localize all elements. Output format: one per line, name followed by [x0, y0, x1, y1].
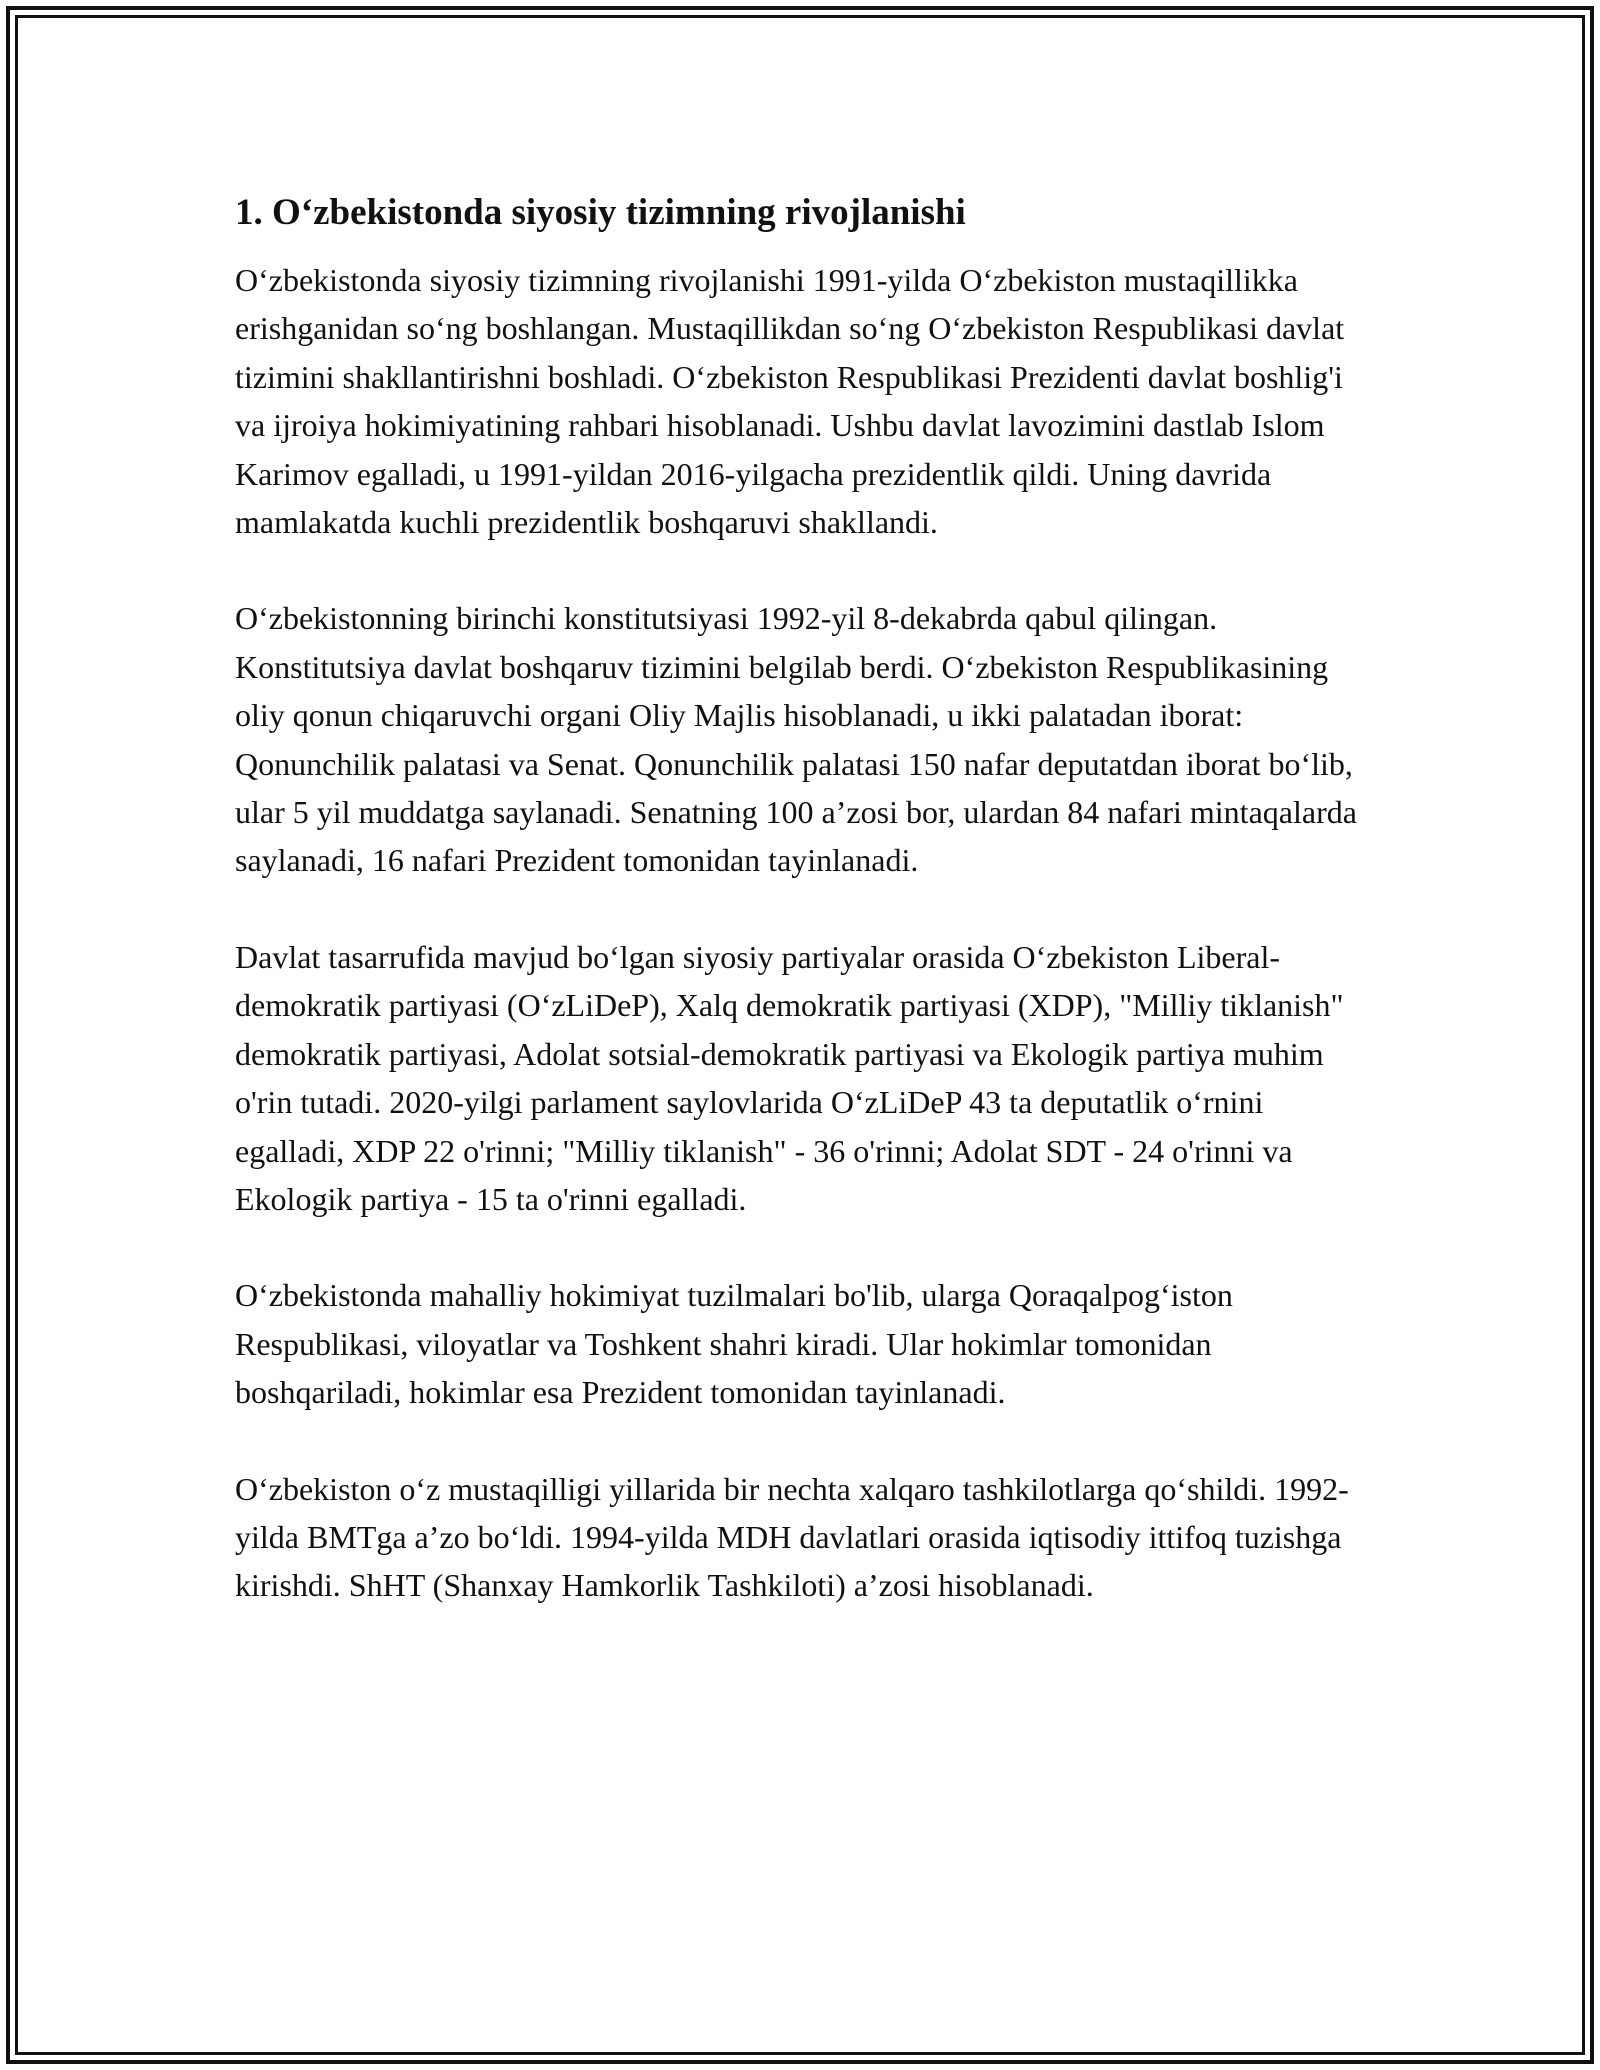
paragraph-independence: O‘zbekistonda siyosiy tizimning rivojlanishi 1991-yilda O‘zbekiston mustaqillikka erishganidan so‘ng boshlangan. Mustaqillikdan so‘ng O‘zbekiston Respublikasi davlat tizimini shakllantirishni boshladi. O‘zbekiston Respublikasi Prezidenti davlat boshlig'i va ijroiya hokimiyatining rahbari hisoblanadi. Ushbu davlat lavozimini dastlab Islom Karimov egalladi, u 1991-yildan 2016-yilgacha prezidentlik qildi. Uning davrida mamlakatda kuchli prezidentlik boshqaruvi shakllandi.: [235, 262, 1345, 541]
paragraph-international-organizations: O‘zbekiston o‘z mustaqilligi yillarida bir nechta xalqaro tashkilotlarga qo‘shildi. 1992-yilda BMTga a’zo bo‘ldi. 1994-yilda MDH davlatlari orasida iqtisodiy ittifoq tuzishga kirishdi. ShHT (Shanxay Hamkorlik Tashkiloti) a’zosi hisoblanadi.: [235, 1470, 1349, 1604]
paragraph-constitution: O‘zbekistonning birinchi konstitutsiyasi 1992-yil 8-dekabrda qabul qilingan. Konstitutsiya davlat boshqaruv tizimini belgilab berdi. O‘zbekiston Respublikasining oliy qonun chiqaruvchi organi Oliy Majlis hisoblanadi, u ikki palatadan iborat: Qonunchilik palatasi va Senat. Qonunchilik palatasi 150 nafar deputatdan iborat bo‘lib, ular 5 yil muddatga saylanadi. Senatning 100 a’zosi bor, ulardan 84 nafari mintaqalarda saylanadi, 16 nafari Prezident tomonidan tayinlanadi.: [235, 600, 1357, 879]
paragraph-local-government: O‘zbekistonda mahalliy hokimiyat tuzilmalari bo'lib, ularga Qoraqalpog‘iston Respublikasi, viloyatlar va Toshkent shahri kiradi. Ular hokimlar tomonidan boshqariladi, hokimlar esa Prezident tomonidan tayinlanadi.: [235, 1277, 1233, 1411]
document-title: 1. O‘zbekistonda siyosiy tizimning rivojlanishi: [235, 192, 966, 233]
document-body: [235, 190, 1370, 1658]
paragraph-political-parties: Davlat tasarrufida mavjud bo‘lgan siyosiy partiyalar orasida O‘zbekiston Liberal-demokratik partiyasi (O‘zLiDeP), Xalq demokratik partiyasi (XDP), "Milliy tiklanish" demokratik partiyasi, Adolat sotsial-demokratik partiyasi va Ekologik partiya muhim o'rin tutadi. 2020-yilgi parlament saylovlarida O‘zLiDeP 43 ta deputatlik o‘rnini egalladi, XDP 22 o'rinni; "Milliy tiklanish" - 36 o'rinni; Adolat SDT - 24 o'rinni va Ekologik partiya - 15 ta o'rinni egalladi.: [235, 938, 1344, 1217]
